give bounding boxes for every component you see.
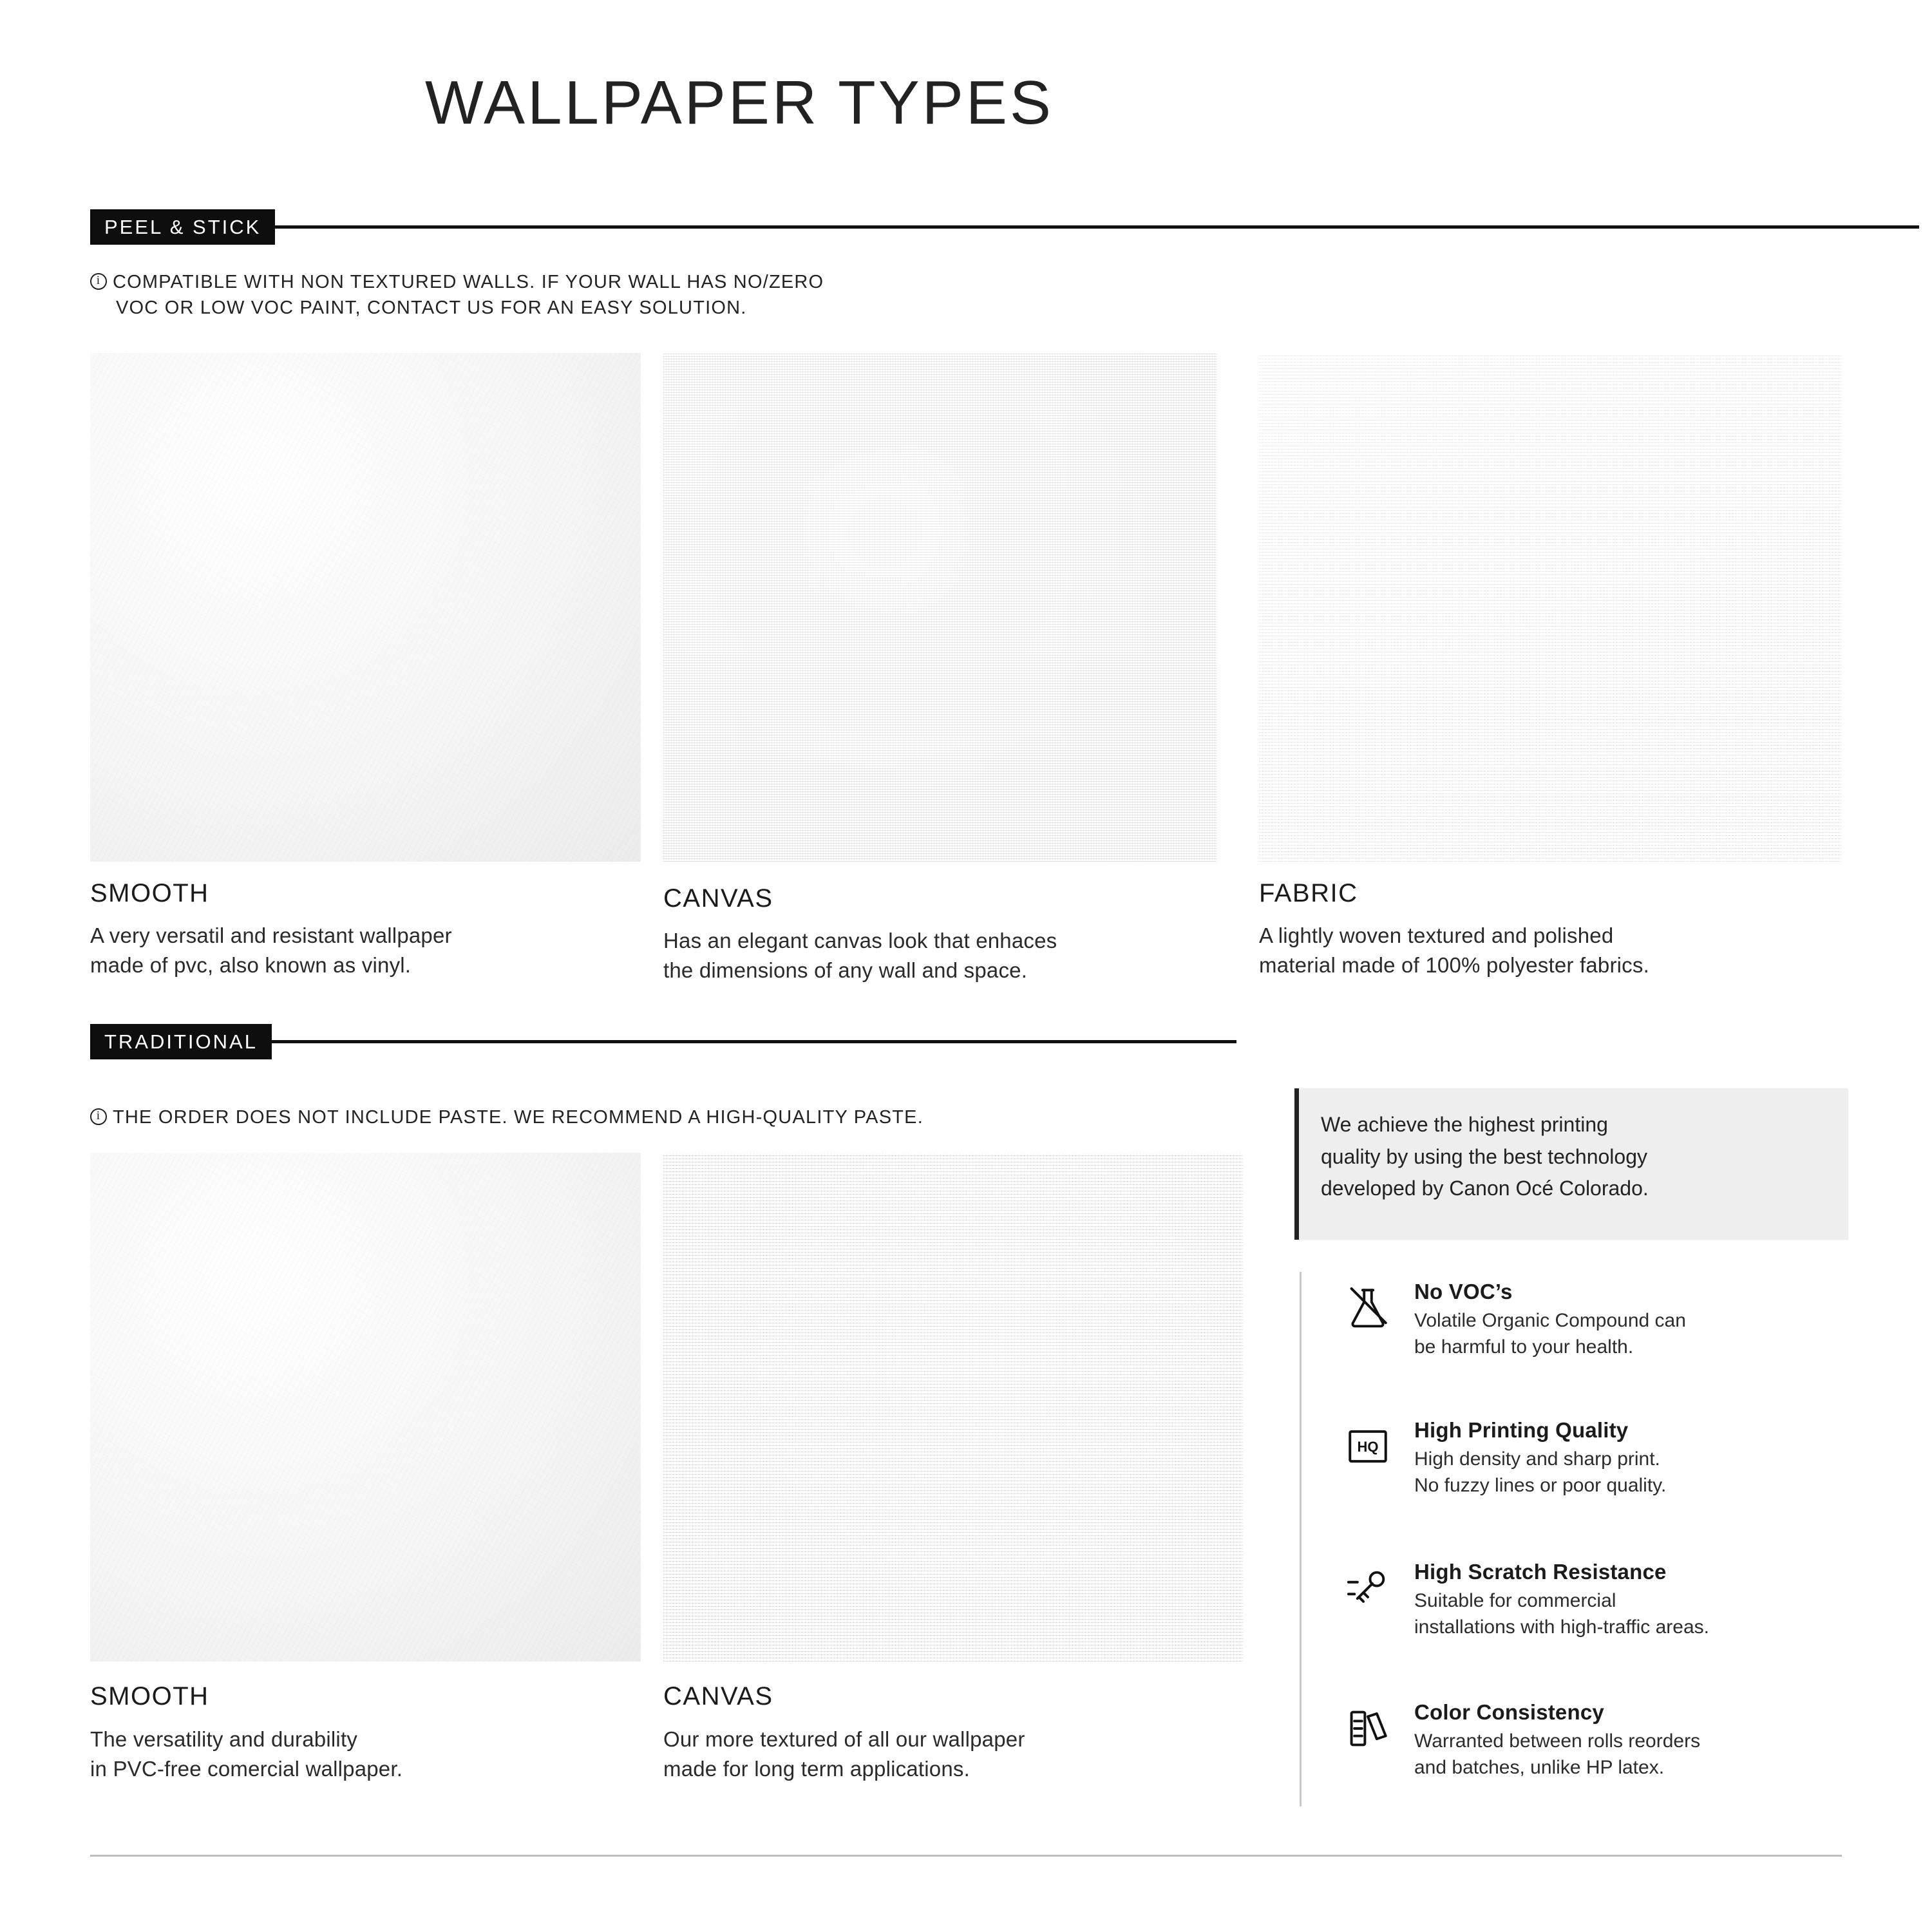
card-title-peel-canvas: CANVAS — [663, 884, 773, 913]
desc-line-1: Has an elegant canvas look that enhaces — [663, 929, 1057, 952]
swatch-peel-fabric — [1259, 353, 1842, 862]
printing-quality-callout — [1294, 1088, 1848, 1240]
desc-line-2: made of pvc, also known as vinyl. — [90, 952, 412, 977]
feature-desc — [1414, 1728, 1700, 1781]
card-title-traditional-smooth: SMOOTH — [90, 1682, 209, 1710]
desc-line-1: Warranted between rolls reorders — [1414, 1730, 1701, 1752]
card-title-peel-fabric: FABRIC — [1259, 879, 1358, 907]
card-desc-traditional-canvas — [663, 1725, 1230, 1783]
desc-line-2: be harmful to your health. — [1414, 1336, 1634, 1358]
card-desc-peel-canvas — [663, 926, 1230, 985]
feature-title: No VOC’s — [1414, 1280, 1513, 1303]
desc-line-2: material made of 100% polyester fabrics. — [1259, 952, 1649, 977]
feature-title: High Scratch Resistance — [1414, 1560, 1667, 1584]
note-line-1: COMPATIBLE WITH NON TEXTURED WALLS. IF YOUR WALL HAS NO/ZERO — [113, 272, 824, 292]
feature-text — [1414, 1558, 1709, 1640]
swatch-peel-canvas — [663, 353, 1217, 862]
flask-no-voc-icon — [1338, 1278, 1397, 1338]
note-line-1: THE ORDER DOES NOT INCLUDE PASTE. WE RECOMMEND A HIGH-QUALITY PASTE. — [113, 1107, 923, 1128]
section-header-traditional — [90, 1024, 1236, 1059]
section-tag-peel-stick: PEEL & STICK — [90, 209, 275, 245]
swatch-traditional-smooth — [90, 1153, 641, 1662]
info-icon — [90, 1108, 107, 1125]
feature-desc — [1414, 1588, 1709, 1640]
desc-line-1: Our more textured of all our wallpaper — [663, 1727, 1025, 1751]
page-title: WALLPAPER TYPES — [425, 68, 1054, 137]
feature-desc — [1414, 1308, 1686, 1360]
card-desc-peel-smooth — [90, 921, 625, 980]
desc-line-2: and batches, unlike HP latex. — [1414, 1756, 1665, 1778]
card-title-peel-smooth: SMOOTH — [90, 879, 209, 907]
desc-line-2: installations with high-traffic areas. — [1414, 1616, 1709, 1638]
feature-color-consistency — [1338, 1699, 1866, 1781]
section-header-peel-stick — [90, 209, 1919, 245]
desc-line-1: A very versatil and resistant wallpaper — [90, 923, 452, 947]
desc-line-1: The versatility and durability — [90, 1727, 358, 1751]
feature-title: Color Consistency — [1414, 1700, 1604, 1724]
feature-text — [1414, 1278, 1686, 1360]
hq-print-icon — [1338, 1417, 1397, 1476]
desc-line-2: in PVC-free comercial wallpaper. — [90, 1756, 403, 1781]
feature-text — [1414, 1699, 1700, 1781]
feature-text — [1414, 1417, 1666, 1499]
color-swatch-icon — [1338, 1699, 1397, 1758]
note-traditional — [90, 1104, 923, 1130]
desc-line-2: No fuzzy lines or poor quality. — [1414, 1474, 1667, 1496]
section-divider — [272, 1040, 1236, 1043]
card-desc-traditional-smooth — [90, 1725, 625, 1783]
section-tag-traditional: TRADITIONAL — [90, 1024, 272, 1059]
note-peel-stick — [90, 269, 824, 321]
quote-line-1: We achieve the highest printing — [1321, 1113, 1608, 1136]
note-line-2: VOC OR LOW VOC PAINT, CONTACT US FOR AN EASY SOLUTION. — [116, 298, 747, 319]
swatch-peel-smooth — [90, 353, 641, 862]
feature-high-printing-quality — [1338, 1417, 1866, 1499]
desc-line-1: Volatile Organic Compound can — [1414, 1310, 1686, 1331]
quote-line-3: developed by Canon Océ Colorado. — [1321, 1177, 1649, 1200]
feature-high-scratch-resistance — [1338, 1558, 1866, 1640]
quote-line-2: quality by using the best technology — [1321, 1144, 1647, 1168]
swatch-traditional-canvas — [663, 1153, 1243, 1662]
desc-line-2: made for long term applications. — [663, 1756, 970, 1781]
feature-no-voc — [1338, 1278, 1866, 1360]
features-divider — [1300, 1272, 1302, 1806]
scratch-resistance-icon — [1338, 1558, 1397, 1618]
info-icon — [90, 273, 107, 290]
svg-text:HQ: HQ — [1357, 1439, 1379, 1455]
footer-divider — [90, 1855, 1842, 1857]
desc-line-1: High density and sharp print. — [1414, 1448, 1660, 1470]
card-desc-peel-fabric — [1259, 921, 1858, 980]
feature-title: High Printing Quality — [1414, 1418, 1629, 1442]
desc-line-1: Suitable for commercial — [1414, 1590, 1616, 1611]
desc-line-2: the dimensions of any wall and space. — [663, 958, 1028, 982]
card-title-traditional-canvas: CANVAS — [663, 1682, 773, 1710]
feature-desc — [1414, 1446, 1666, 1499]
section-divider — [275, 225, 1919, 229]
desc-line-1: A lightly woven textured and polished — [1259, 923, 1614, 947]
